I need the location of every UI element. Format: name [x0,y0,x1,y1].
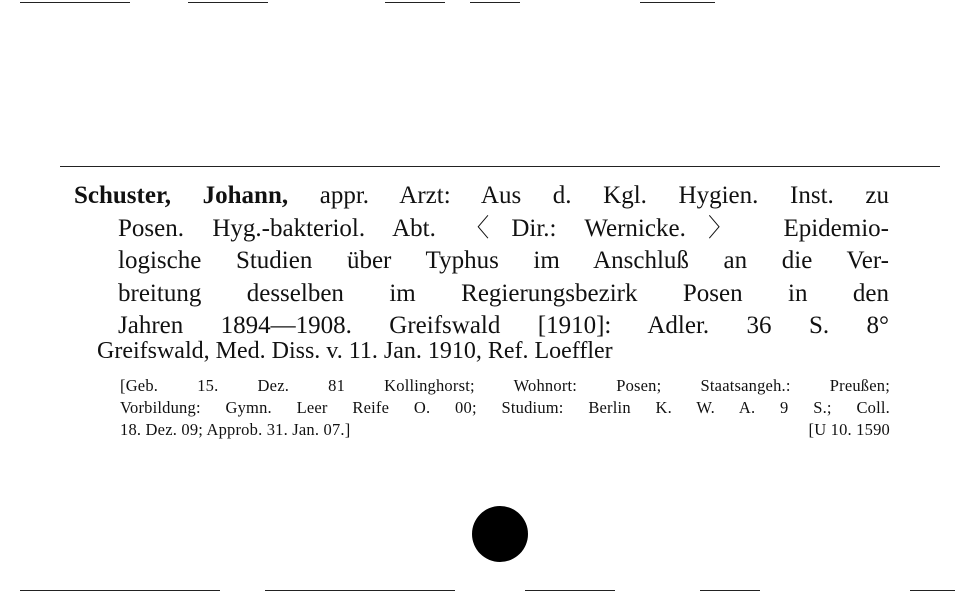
bibliographic-entry [74,180,889,343]
bio-line-3-text: 18. Dez. 09; Approb. 31. Jan. 07.] [120,420,351,439]
bottom-rule-5 [910,590,955,591]
bottom-rule-3 [525,590,615,591]
bottom-rule-4 [700,590,760,591]
entry-line-5: Jahren 1894—1908. Greifswald [1910]: Adler. 36 S. 8° [118,312,889,339]
bio-line-2: Vorbildung: Gymn. Leer Reife O. 00; Studium: Berlin K. W. A. 9 S.; Coll. [120,398,890,417]
top-rule-5 [640,2,715,3]
bio-line-1: [Geb. 15. Dez. 81 Kollinghorst; Wohnort: Posen; Staatsangeh.: Preußen; [120,376,890,395]
top-rule-1 [20,2,130,3]
bottom-rule-1 [20,590,220,591]
entry-line-4: breitung desselben im Regierungsbezirk Posen in den [118,279,889,307]
author-name: Schuster, Johann, [74,182,289,209]
bottom-rule-2 [265,590,455,591]
entry-heading-rest: appr. Arzt: Aus d. Kgl. Hygien. Inst. zu [319,182,889,209]
catalog-number: [U 10. 1590 [808,420,890,439]
bio-line-3 [120,419,890,441]
entry-line-2: Posen. Hyg.-bakteriol. Abt. 〈Dir.: Wernicke.〉 Epidemio- [118,214,889,242]
top-rule-4 [470,2,520,3]
top-rule-3 [385,2,445,3]
top-rule-2 [188,2,268,3]
punch-hole [472,506,528,562]
header-rule [60,166,940,167]
entry-line-1 [74,180,889,213]
biographical-note [120,375,890,441]
entry-line-3: logische Studien über Typhus im Anschluß an die Ver- [118,247,889,274]
dissertation-place: Greifswald, Med. Diss. v. 11. Jan. 1910, Ref. Loeffler [97,338,613,364]
